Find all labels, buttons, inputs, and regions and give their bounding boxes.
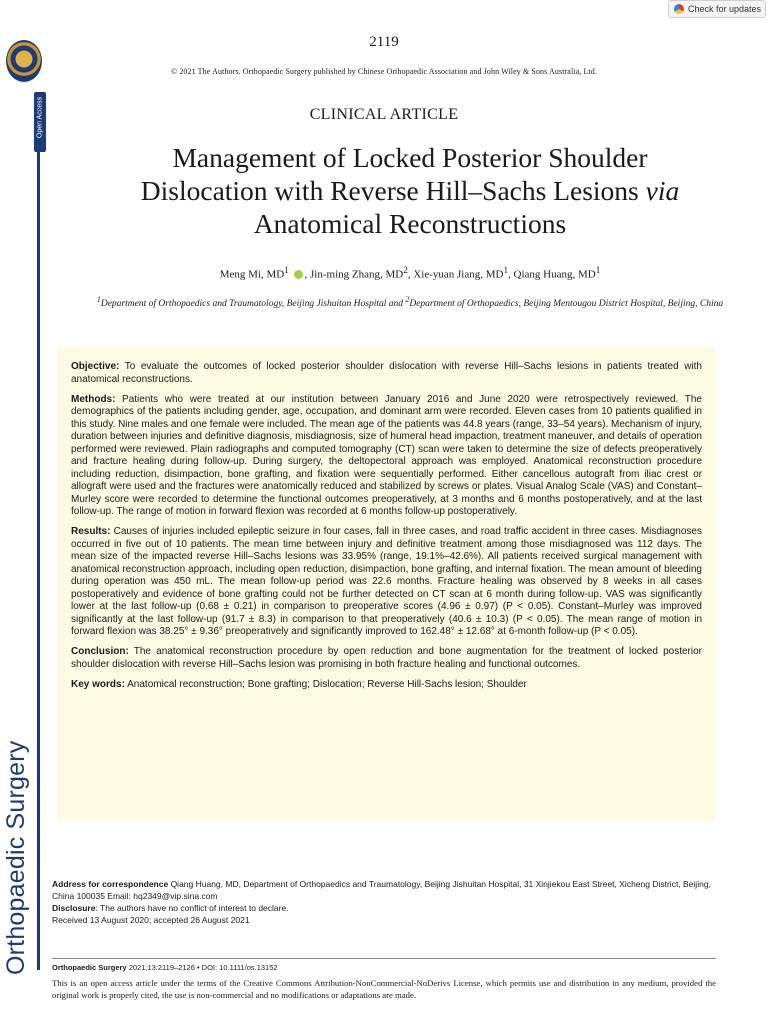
side-divider (37, 140, 40, 970)
license-text: This is an open access article under the terms of the Creative Commons Attribution-NonCommercial-NoDerivs License, which permits use and distribution in any medium, provided the original work is properly cited, the use is non-commercial and no modifications or adaptations are made. (52, 978, 716, 1000)
objective-text: To evaluate the outcomes of locked posterior shoulder dislocation with reverse Hill–Sachs lesions in patients treated with anatomical reconstructions. (71, 361, 702, 385)
conclusion-label: Conclusion: (71, 646, 129, 657)
title-line-2: Dislocation with Reverse Hill–Sachs Lesions (140, 175, 646, 206)
abstract-objective (71, 361, 702, 386)
title-italic-word: via (645, 175, 680, 206)
citation-line (52, 963, 716, 972)
abstract-methods (71, 394, 702, 519)
title-line-3: Anatomical Reconstructions (253, 208, 567, 239)
update-icon (674, 4, 684, 14)
results-label: Results: (71, 526, 111, 537)
author-1-affil: 1 (284, 265, 289, 275)
conclusion-text: The anatomical reconstruction procedure by open reduction and bone augmentation for the treatment of locked posterior shoulder dislocation with reverse Hill–Sachs lesion was promising in both fracture healing and functional outcomes. (71, 646, 702, 670)
author-1: Meng Mi, MD (219, 268, 285, 281)
author-2-affil: 2 (403, 265, 408, 275)
address-text: Qiang Huang, MD, Department of Orthopaedics and Traumatology, Beijing Jishuitan Hospital, 31 Xinjiekou East Street, Xicheng District, Beijing, China 100035 Email: hq2349@vip.sina.com (52, 879, 711, 901)
keywords-label: Key words: (71, 678, 125, 690)
correspondence-block (52, 878, 716, 926)
methods-label: Methods: (71, 393, 116, 405)
author-4-affil: 1 (595, 265, 601, 275)
abstract-conclusion (71, 646, 702, 671)
check-for-updates-button[interactable] (668, 0, 766, 18)
keywords-text: Anatomical reconstruction; Bone grafting; Dislocation; Reverse Hill-Sachs lesion; Shoulder (124, 678, 527, 690)
abstract-keywords (71, 679, 702, 692)
affil-1: Department of Orthopaedics and Traumatology, Beijing Jishuitan Hospital and (100, 299, 406, 310)
abstract-results (71, 526, 702, 639)
author-2: , Jin-ming Zhang, MD (304, 268, 404, 281)
results-text: Causes of injuries included epileptic seizure in four cases, fall in three cases, and road traffic accident in three cases. Misdiagnoses occurred in five out of 10 patients. The mean time between injury and definitive treatment among those misdiagnosed was 112 days. The mean size of the impacted reverse Hill–Sachs lesions was 33.95% (range, 19.1%–42.6%). All patients received surgical management with anatomical reconstruction approach, including open reduction, disimpaction, bone grafting, and internal fixation. The mean amount of bleeding during operation was 450 mL. The mean follow-up period was 22.6 months. Fracture healing was observed by 8 weeks in all cases postoperatively and evidence of bone grafting could not be further detected on CT scan at 6 month during follow-up. VAS was significantly lower at the last follow-up (0.68 ± 0.21) in comparison to preoperative scores (4.96 ± 0.97) (P < 0.05). Constant–Murley was improved significantly at the last follow-up (91.7 ± 8.3) in comparison to that preoperatively (40.6 ± 10.3) (P < 0.05). The mean range of motion in forward flexion was 38.25° ± 9.36° preoperatively and significantly improved to 162.48° ± 12.68° at 6-month follow-up (P < 0.05). (71, 526, 702, 637)
cite-details: 2021;13:2119–2126 • DOI: 10.1111/os.13152 (126, 963, 278, 972)
page-number: 2119 (369, 34, 399, 50)
footer-divider (52, 958, 716, 959)
address-label: Address for correspondence (52, 879, 169, 889)
copyright-line: © 2021 The Authors. Orthopaedic Surgery published by Chinese Orthopaedic Association and John Wiley & Sons Australia, Ltd. (171, 67, 597, 76)
methods-text: Patients who were treated at our institution between January 2016 and June 2020 were retrospectively reviewed. The demographics of the patients including gender, age, occupation, and dominant arm were recorded. Eleven cases from 10 patients qualified in this study. Nine males and one female were included. The mean age of the patients was 44.8 years (range, 33–54 years). Mechanism of injury, duration between injuries and definitive diagnosis, misdiagnosis, size of humeral head impaction, treatment maneuver, and details of operation performed were reviewed. Plain radiographs and computed tomography (CT) scan were taken to determine the size of defects preoperatively and fracture healing during follow-up. During surgery, the deltopectoral approach was employed. Anatomical reconstruction procedure including reduction, disimpaction, bone grafting, and fixation were sequentially performed. Either cancellous autograft from iliac crest or allograft were used and the fractures were anatomically reduced and stabilized by screws or plates. Visual Analog Scale (VAS) and Constant–Murley score were recorded to determine the functional outcomes preoperatively, at 3 months and 6 months postoperatively, and at the last follow-up. The range of motion in forward flexion was recorded at 6 months follow-up postoperatively. (71, 393, 702, 517)
abstract-box (57, 347, 716, 821)
objective-label: Objective: (71, 361, 120, 372)
cite-journal: Orthopaedic Surgery (52, 963, 127, 972)
affil-2: Department of Orthopaedics, Beijing Mentougou District Hospital, Beijing, China (409, 299, 724, 310)
journal-name-vertical: Orthopaedic Surgery (2, 740, 30, 975)
disclosure-line (52, 902, 716, 914)
orcid-icon[interactable] (294, 270, 303, 279)
affiliations (62, 293, 758, 311)
author-3-affil: 1 (503, 265, 509, 275)
received-line: Received 13 August 2020; accepted 26 August 2021 (52, 915, 250, 925)
address-line (52, 878, 716, 902)
open-access-label: Open Access (36, 96, 44, 139)
article-type: CLINICAL ARTICLE (309, 106, 459, 123)
affil-1-mark: 1 (96, 295, 101, 304)
disclosure-text: : The authors have no conflict of interest to declare. (95, 903, 289, 913)
title-line-1: Management of Locked Posterior Shoulder (172, 142, 648, 173)
disclosure-label: Disclosure (52, 903, 96, 913)
author-4: , Qiang Huang, MD (508, 268, 596, 281)
article-title (60, 141, 760, 240)
author-3: , Xie-yuan Jiang, MD (407, 268, 504, 281)
affil-2-mark: 2 (405, 295, 410, 304)
check-for-updates-label: Check for updates (688, 4, 762, 14)
author-list (60, 265, 760, 281)
